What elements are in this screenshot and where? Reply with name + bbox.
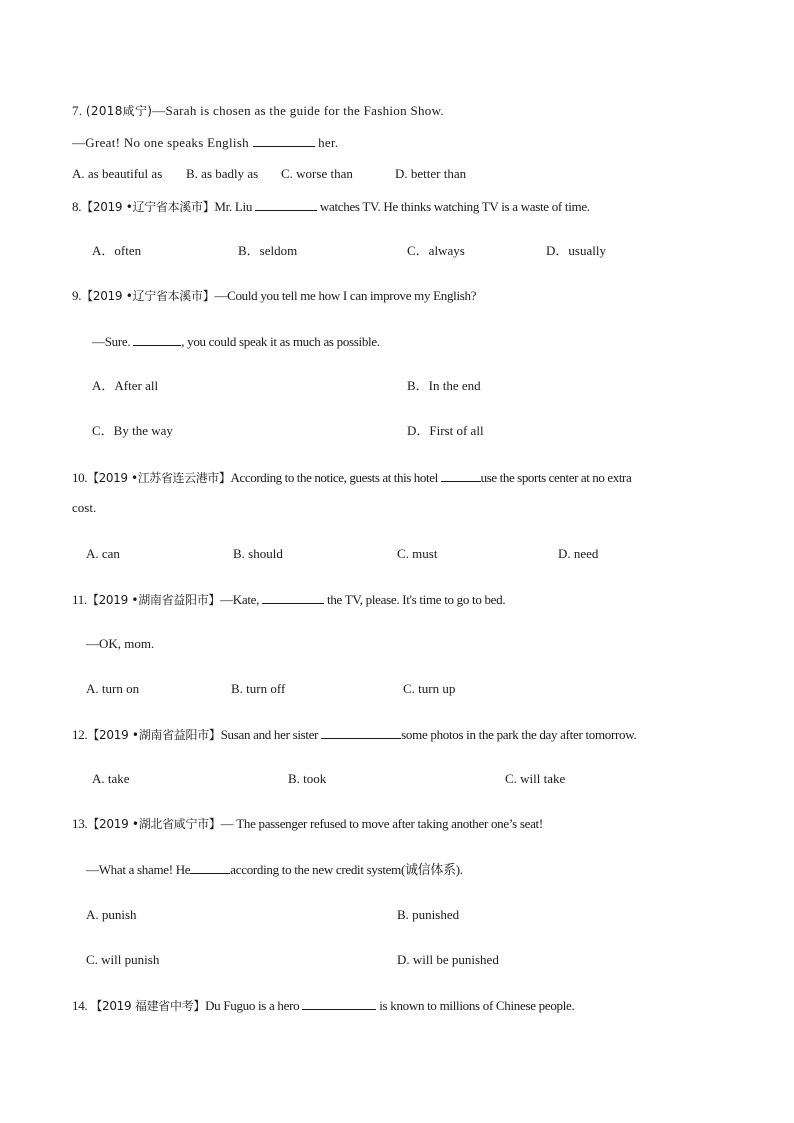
q7-option-b: B. as badly as	[186, 166, 259, 181]
q11-stem-post: the TV, please. It's time to go to bed.	[327, 592, 506, 607]
q12-stem	[72, 726, 636, 743]
q12-stem-post: some photos in the park the day after tomorrow.	[401, 727, 637, 742]
q8-option-b: B．seldom	[238, 243, 298, 258]
q7-stem-a-text: —Sarah is chosen as the guide for the Fashion Show.	[152, 103, 444, 118]
q11-option-a: A. turn on	[86, 681, 140, 696]
q12-option-b: B. took	[288, 771, 327, 786]
q14-stem	[72, 997, 574, 1014]
q9-stem-b-post: , you could speak it as much as possible.	[181, 334, 380, 349]
q10-option-a: A. can	[86, 546, 120, 561]
q14-stem-post: is known to millions of Chinese people.	[379, 998, 575, 1013]
q9-option-c: C．By the way	[92, 423, 173, 438]
q9-stem-b-pre: —Sure.	[92, 334, 131, 349]
q10-stem-pre: According to the notice, guests at this hotel	[230, 470, 438, 485]
q12-answer-blank[interactable]	[321, 726, 401, 739]
q13-number: 13.	[72, 816, 88, 831]
q8-option-a: A．often	[92, 243, 142, 258]
q11-stem-pre: —Kate,	[220, 592, 260, 607]
q13-stem-a	[72, 816, 543, 832]
q9-option-b: B．In the end	[407, 378, 481, 393]
q9-answer-blank[interactable]	[133, 333, 181, 346]
q14-answer-blank[interactable]	[302, 997, 376, 1010]
q11-option-b: B. turn off	[231, 681, 286, 696]
q12-option-c: C. will take	[505, 771, 566, 786]
q10-option-c: C. must	[397, 546, 438, 561]
q11-source: 【2019 •湖南省益阳市】	[86, 593, 221, 607]
q8-option-c: C．always	[407, 243, 465, 258]
q10-answer-blank[interactable]	[441, 469, 481, 482]
q8-stem-pre: Mr. Liu	[214, 199, 253, 214]
q10-option-d: D. need	[558, 546, 599, 561]
q14-number: 14.	[72, 998, 88, 1013]
q7-answer-blank[interactable]	[253, 134, 315, 147]
q12-option-a: A. take	[92, 771, 130, 786]
q13-option-d: D. will be punished	[397, 952, 499, 967]
q14-stem-pre: Du Fuguo is a hero	[205, 998, 300, 1013]
q13-stem-b	[86, 861, 463, 878]
q13-stem-a-text: — The passenger refused to move after taking another one’s seat!	[220, 816, 543, 831]
q7-option-d: D. better than	[395, 166, 467, 181]
q12-source: 【2019 •湖南省益阳市】	[87, 728, 221, 742]
q7-source: (2018咸宁)	[85, 104, 153, 118]
q9-option-a: A．After all	[92, 378, 159, 393]
q7-option-a: A. as beautiful as	[72, 166, 163, 181]
q11-number: 11.	[72, 592, 87, 607]
q12-number: 12.	[72, 727, 88, 742]
q13-option-c: C. will punish	[86, 952, 160, 967]
q7-stem-a	[72, 103, 444, 119]
q9-source: 【2019 •辽宁省本溪市】	[81, 289, 215, 303]
q8-source: 【2019 •辽宁省本溪市】	[81, 200, 215, 214]
q8-stem	[72, 198, 590, 215]
q8-option-d: D．usually	[546, 243, 606, 258]
q7-number: 7.	[72, 103, 83, 118]
q13-answer-blank[interactable]	[190, 861, 230, 874]
q9-stem-b	[92, 333, 380, 350]
q9-stem-a	[72, 288, 476, 304]
q13-option-a: A. punish	[86, 907, 137, 922]
q14-source: 【2019 福建省中考】	[90, 999, 206, 1013]
q8-answer-blank[interactable]	[255, 198, 317, 211]
q8-number: 8.	[72, 199, 82, 214]
q13-source: 【2019 •湖北省咸宁市】	[87, 817, 221, 831]
q10-stem	[72, 469, 631, 486]
q10-stem-cont: cost.	[72, 500, 97, 515]
q9-option-d: D．First of all	[407, 423, 484, 438]
q13-stem-b-post: according to the new credit system(诚信体系).	[230, 862, 463, 877]
q13-option-b: B. punished	[397, 907, 460, 922]
q7-option-c: C. worse than	[281, 166, 353, 181]
q11-stem	[72, 591, 505, 608]
q11-answer-blank[interactable]	[262, 591, 324, 604]
q10-number: 10.	[72, 470, 88, 485]
q10-source: 【2019 •江苏省连云港市】	[87, 471, 231, 485]
q9-number: 9.	[72, 288, 82, 303]
q9-stem-a-text: —Could you tell me how I can improve my English?	[214, 288, 477, 303]
q7-stem-b	[72, 134, 338, 151]
q12-stem-pre: Susan and her sister	[220, 727, 319, 742]
q11-stem-b: —OK, mom.	[86, 636, 155, 651]
q13-stem-b-pre: —What a shame! He	[86, 862, 191, 877]
q7-stem-b-post: her.	[318, 135, 339, 150]
q10-stem-post: use the sports center at no extra	[480, 470, 632, 485]
q8-stem-post: watches TV. He thinks watching TV is a waste of time.	[319, 199, 590, 214]
q11-option-c: C. turn up	[403, 681, 456, 696]
q7-stem-b-pre: —Great! No one speaks English	[72, 135, 249, 150]
q10-option-b: B. should	[233, 546, 283, 561]
